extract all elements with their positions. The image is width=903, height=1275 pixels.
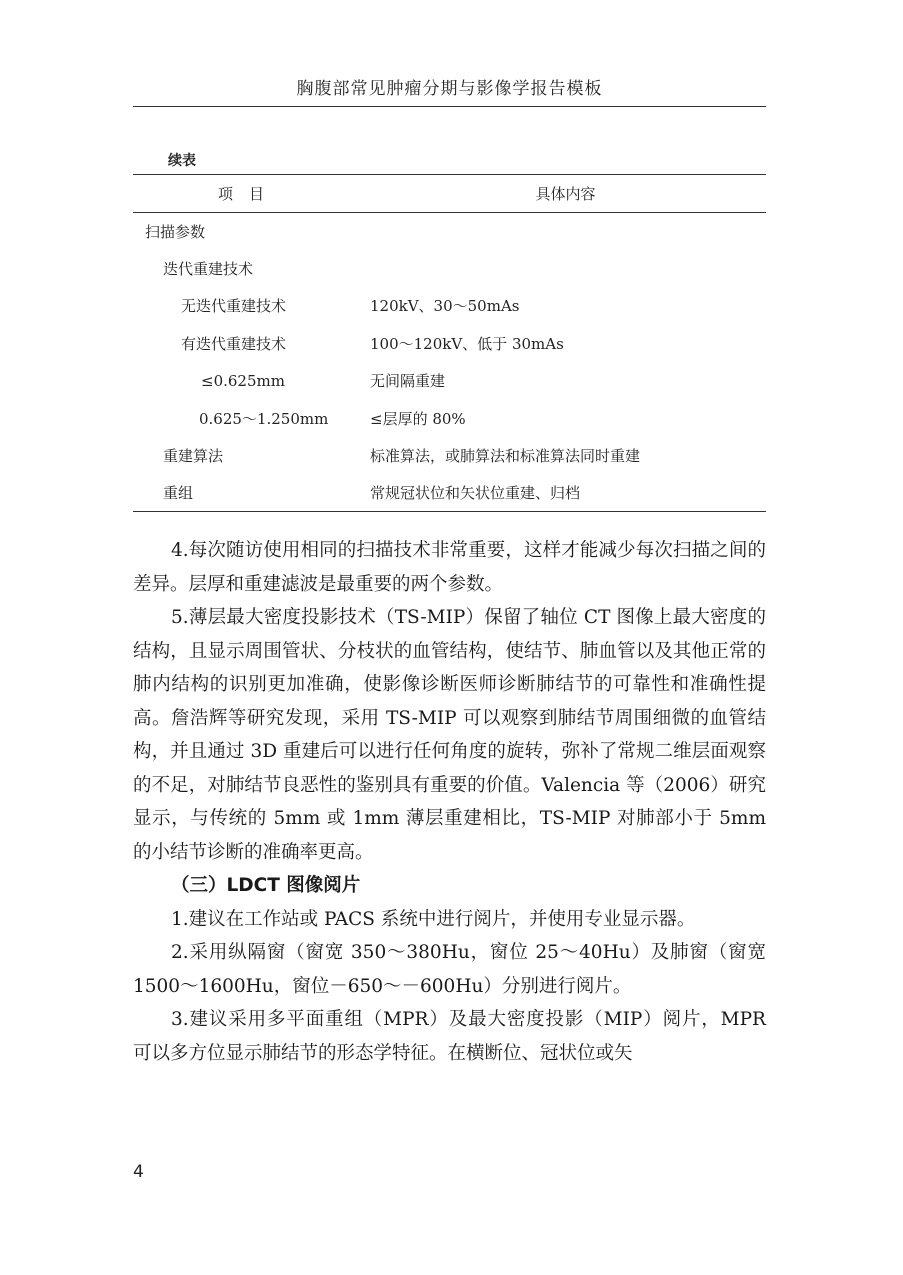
section-heading-ldct-reading: （三）LDCT 图像阅片 (171, 875, 361, 896)
table-row (133, 287, 766, 324)
table-row (133, 399, 766, 436)
header-rule (133, 106, 766, 107)
column-header-content: 具体内容 (535, 185, 596, 203)
row-content: 标准算法，或肺算法和标准算法同时重建 (370, 447, 641, 466)
table-row (133, 250, 766, 287)
paragraph-4: 4.每次随访使用相同的扫描技术非常重要，这样才能减少每次扫描之间的差异。层厚和重建滤波是最重要的两个参数。 (133, 540, 766, 595)
scan-parameters-table (133, 174, 766, 512)
row-item: 无迭代重建技术 (181, 297, 287, 316)
table-row (133, 474, 766, 511)
paragraph-reading-3: 3.建议采用多平面重组（MPR）及最大密度投影（MIP）阅片，MPR 可以多方位显示肺结节的形态学特征。在横断位、冠状位或矢 (133, 1009, 766, 1064)
row-content: 120kV、30～50mAs (370, 297, 520, 316)
row-content: 常规冠状位和矢状位重建、归档 (370, 484, 581, 503)
row-item: 迭代重建技术 (163, 260, 254, 279)
row-content: ≤层厚的 80% (370, 409, 466, 428)
row-content: 100～120kV、低于 30mAs (370, 334, 564, 353)
row-item: ≤0.625mm (201, 371, 285, 390)
row-item: 有迭代重建技术 (181, 334, 287, 353)
table-row (133, 213, 766, 250)
paragraph-reading-2: 2.采用纵隔窗（窗宽 350～380Hu，窗位 25～40Hu）及肺窗（窗宽 1500～1600Hu，窗位－650～－600Hu）分别进行阅片。 (133, 942, 766, 997)
table-row (133, 362, 766, 399)
table-row (133, 437, 766, 474)
paragraph-5: 5.薄层最大密度投影技术（TS-MIP）保留了轴位 CT 图像上最大密度的结构，且显示周围管状、分枝状的血管结构，使结节、肺血管以及其他正常的肺内结构的识别更加准确，使影像诊断医师诊断肺结节的可靠性和准确性提高。詹浩辉等研究发现，采用 TS-MIP 可以观察到肺结节周围细微的血管结构，并且通过 3D 重建后可以进行任何角度的旋转，弥补了常规二维层面观察的不足，对肺结节良恶性的鉴别具有重要的价值。Valencia 等（2006）研究显示，与传统的 5mm 或 1mm 薄层重建相比，TS-MIP 对肺部小于 5mm 的小结节诊断的准确率更高。 (133, 607, 766, 863)
running-header-title: 胸腹部常见肿瘤分期与影像学报告模板 (296, 79, 603, 99)
row-content: 无间隔重建 (370, 372, 446, 391)
row-content (365, 213, 766, 250)
page-number: 4 (133, 1162, 144, 1182)
row-item: 0.625～1.250mm (199, 409, 329, 428)
body-text (133, 534, 766, 1070)
table-header-row (133, 175, 766, 213)
row-item: 扫描参数 (145, 222, 206, 241)
row-item: 重建算法 (163, 447, 224, 466)
paragraph-reading-1: 1.建议在工作站或 PACS 系统中进行阅片，并使用专业显示器。 (171, 908, 696, 930)
row-content (365, 250, 766, 287)
table-row (133, 325, 766, 362)
table-caption: 续表 (168, 153, 196, 169)
row-item: 重组 (163, 484, 194, 503)
column-header-item: 项目 (217, 185, 280, 203)
